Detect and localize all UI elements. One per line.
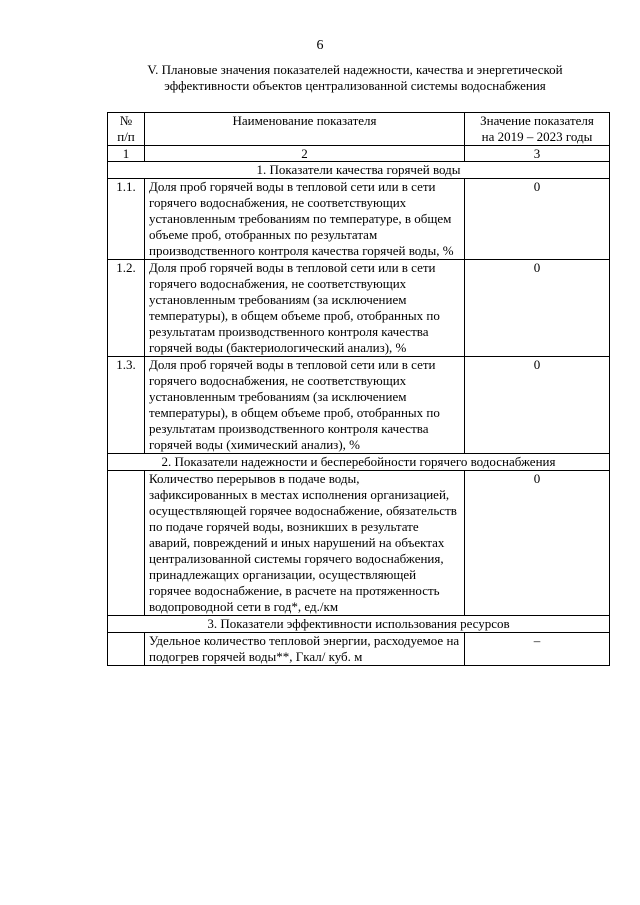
table-header-row <box>108 113 610 146</box>
row-value: 0 <box>465 357 610 454</box>
page-number: 6 <box>316 38 324 53</box>
table-row <box>108 260 610 357</box>
indicators-table <box>107 112 610 666</box>
header-value-line-1: Значение показателя <box>480 113 594 128</box>
header-name: Наименование показателя <box>145 113 465 146</box>
column-numbers-row <box>108 146 610 162</box>
section-title-row <box>108 162 610 179</box>
table-row <box>108 633 610 666</box>
row-name: Количество перерывов в подаче воды, зафиксированных в местах исполнения организацией, осуществляющей горячее водоснабжение, обязательств по подаче горячей воды, возникших в результате аварий, повреждений и иных нарушений на объектах централизованной системы горячего водоснабжения, принадлежащих организации, осуществляющей горячее водоснабжение, в расчете на протяженность водопроводной сети в год*, ед./км <box>145 471 465 616</box>
section-title-row <box>108 454 610 471</box>
row-num <box>108 633 145 666</box>
row-value: 0 <box>465 471 610 616</box>
column-number: 3 <box>465 146 610 162</box>
table-row <box>108 471 610 616</box>
row-name: Доля проб горячей воды в тепловой сети или в сети горячего водоснабжения, не соответствующих установленным требованиям (за исключением температуры), в общем объеме проб, отобранных по результатам производственного контроля качества горячей воды (бактериологический анализ), % <box>145 260 465 357</box>
row-value: 0 <box>465 179 610 260</box>
section-heading <box>100 62 610 94</box>
header-num-line-2: п/п <box>117 129 135 144</box>
row-num: 1.1. <box>108 179 145 260</box>
section-title-row <box>108 616 610 633</box>
row-name: Доля проб горячей воды в тепловой сети или в сети горячего водоснабжения, не соответствующих установленным требованиям (за исключением температуры), в общем объеме проб, отобранных по результатам производственного контроля качества горячей воды (химический анализ), % <box>145 357 465 454</box>
heading-line-1: V. Плановые значения показателей надежности, качества и энергетической <box>147 62 563 77</box>
section-title: 2. Показатели надежности и бесперебойности горячего водоснабжения <box>108 454 610 471</box>
table-row <box>108 357 610 454</box>
heading-line-2: эффективности объектов централизованной системы водоснабжения <box>164 78 546 93</box>
header-num <box>108 113 145 146</box>
row-value: 0 <box>465 260 610 357</box>
header-value <box>465 113 610 146</box>
row-value: – <box>465 633 610 666</box>
row-name: Доля проб горячей воды в тепловой сети или в сети горячего водоснабжения, не соответствующих установленным требованиям по температуре, в общем объеме проб, отобранных по результатам производственного контроля качества горячей воды, % <box>145 179 465 260</box>
row-num <box>108 471 145 616</box>
section-title: 1. Показатели качества горячей воды <box>108 162 610 179</box>
row-name: Удельное количество тепловой энергии, расходуемое на подогрев горячей воды**, Гкал/ куб. м <box>145 633 465 666</box>
header-value-line-2: на 2019 – 2023 годы <box>481 129 593 144</box>
section-title: 3. Показатели эффективности использования ресурсов <box>108 616 610 633</box>
header-num-line-1: № <box>119 113 133 128</box>
column-number: 2 <box>145 146 465 162</box>
column-number: 1 <box>108 146 145 162</box>
table-row <box>108 179 610 260</box>
row-num: 1.2. <box>108 260 145 357</box>
row-num: 1.3. <box>108 357 145 454</box>
